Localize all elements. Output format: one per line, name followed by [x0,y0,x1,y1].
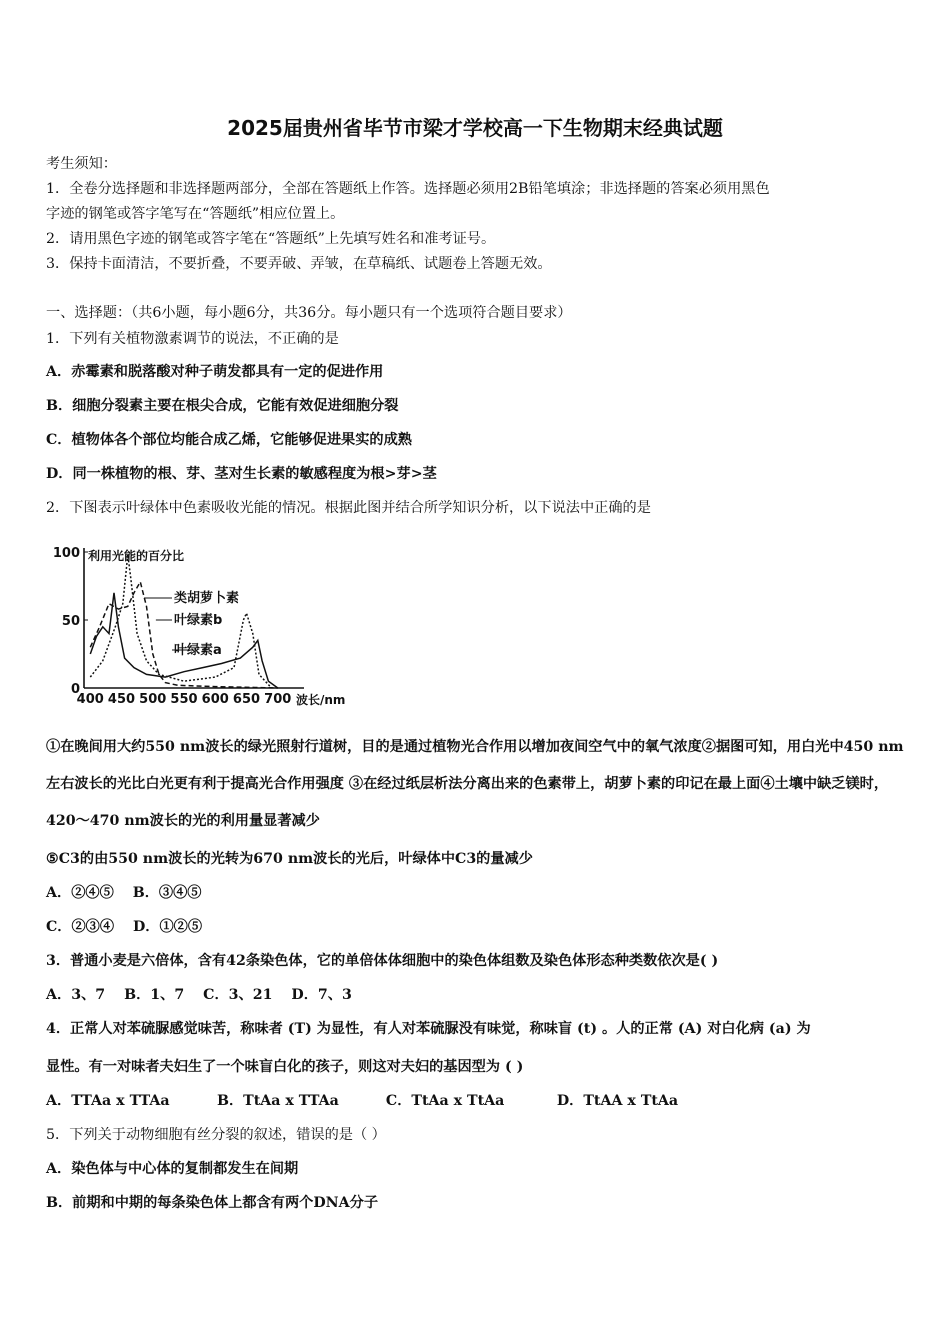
q2-options-row-1 [46,882,201,902]
q2-option-a: A．②④⑤ [46,885,114,901]
x-tick-label: 600 [201,692,229,707]
y-axis-label: 利用光能的百分比 [88,549,185,563]
q4-option-c: C．TtAa x TtAa [385,1093,505,1109]
q1-option-a: A．赤霉素和脱落酸对种子萌发都具有一定的促进作用 [46,364,384,380]
q2-stem: 2．下图表示叶绿体中色素吸收光能的情况。根据此图并结合所学知识分析，以下说法中正确的是 [46,500,651,516]
q3-option-d: D．7、3 [291,987,352,1003]
q1-stem: 1．下列有关植物激素调节的说法，不正确的是 [46,331,339,347]
q4-stem-cont: 显性。有一对味者夫妇生了一个味盲白化的孩子，则这对夫妇的基因型为 ( ) [46,1059,524,1075]
q1-option-b: B．细胞分裂素主要在根尖合成，它能有效促进细胞分裂 [46,398,399,414]
notice-item: 字迹的钢笔或答字笔写在“答题纸”相应位置上。 [46,206,345,222]
q2-option-b: B．③④⑤ [132,885,202,901]
x-tick-label: 450 [107,692,136,707]
notice-item: 3．保持卡面清洁，不要折叠，不要弄破、弄皱，在草稿纸、试题卷上答题无效。 [46,256,552,272]
x-tick-label: 700 [264,692,292,707]
q3-option-c: C．3、21 [203,987,273,1003]
q4-option-d: D．TtAA x TtAa [556,1093,679,1109]
q5-stem: 5．下列关于动物细胞有丝分裂的叙述，错误的是（ ） [46,1127,386,1143]
q3-option-a: A．3、7 [46,987,106,1003]
q3-options [46,984,352,1004]
q2-options-row-2 [46,916,202,936]
x-tick-label: 500 [139,692,167,707]
pigment-absorption-chart [44,530,364,710]
q1-option-d: D．同一株植物的根、芽、茎对生长素的敏感程度为根>芽>茎 [46,466,437,482]
q3-option-b: B．1、7 [124,987,185,1003]
section-heading: 一、选择题：（共6小题，每小题6分，共36分。每小题只有一个选项符合题目要求） [46,305,572,321]
q2-statements: ①在晚间用大约550 nm波长的绿光照射行道树，目的是通过植物光合作用以增加夜间空气中的氧气浓度②据图可知，用白光中450 nm左右波长的光比白光更有利于提高光合作用强度 ③在经过纸层析法分离出来的色素带上，胡萝卜素的印记在最上面④土壤中缺乏镁时，420～470 nm波长的光的利用量显著减少 [46,739,904,829]
notice-heading: 考生须知： [46,156,117,172]
x-tick-label: 650 [232,692,261,707]
q1-option-c: C．植物体各个部位均能合成乙烯，它能够促进果实的成熟 [46,432,412,448]
q4-stem: 4．正常人对苯硫脲感觉味苦，称味者 (T) 为显性，有人对苯硫脲没有味觉，称味盲 (t) 。人的正常 (A) 对白化病 (a) 为 [46,1021,811,1037]
series-line [90,593,277,688]
q4-option-a: A．TTAa x TTAa [46,1093,170,1109]
q2-statement-5: ⑤C3的由550 nm波长的光转为670 nm波长的光后，叶绿体中C3的量减少 [46,851,533,867]
x-axis-label: 波长/nm [296,693,346,707]
y-tick-label: 0 [70,682,80,697]
q2-option-d: D．①②⑤ [133,919,203,935]
x-tick-label: 400 [76,692,104,707]
q3-stem: 3．普通小麦是六倍体，含有42条染色体，它的单倍体体细胞中的染色体组数及染色体形态种类数依次是( ) [46,953,719,969]
legend-label: 叶绿素a [174,643,222,658]
x-tick-label: 550 [170,692,198,707]
page-title: 2025届贵州省毕节市梁才学校高一下生物期末经典试题 [227,116,723,140]
y-tick-label: 50 [61,614,80,629]
q2-option-c: C．②③④ [46,919,115,935]
q4-option-b: B．TtAa x TTAa [216,1093,339,1109]
q5-option-a: A．染色体与中心体的复制都发生在间期 [46,1161,299,1177]
q4-options [46,1090,678,1110]
q5-option-b: B．前期和中期的每条染色体上都含有两个DNA分子 [46,1195,379,1211]
legend-label: 类胡萝卜素 [174,591,240,606]
notice-item: 2．请用黑色字迹的钢笔或答字笔在“答题纸”上先填写姓名和准考证号。 [46,231,496,247]
notice-item: 1．全卷分选择题和非选择题两部分，全部在答题纸上作答。选择题必须用2B铅笔填涂；非选择题的答案必须用黑色 [46,181,770,197]
legend-label: 叶绿素b [174,613,223,628]
y-tick-label: 100 [52,546,80,561]
